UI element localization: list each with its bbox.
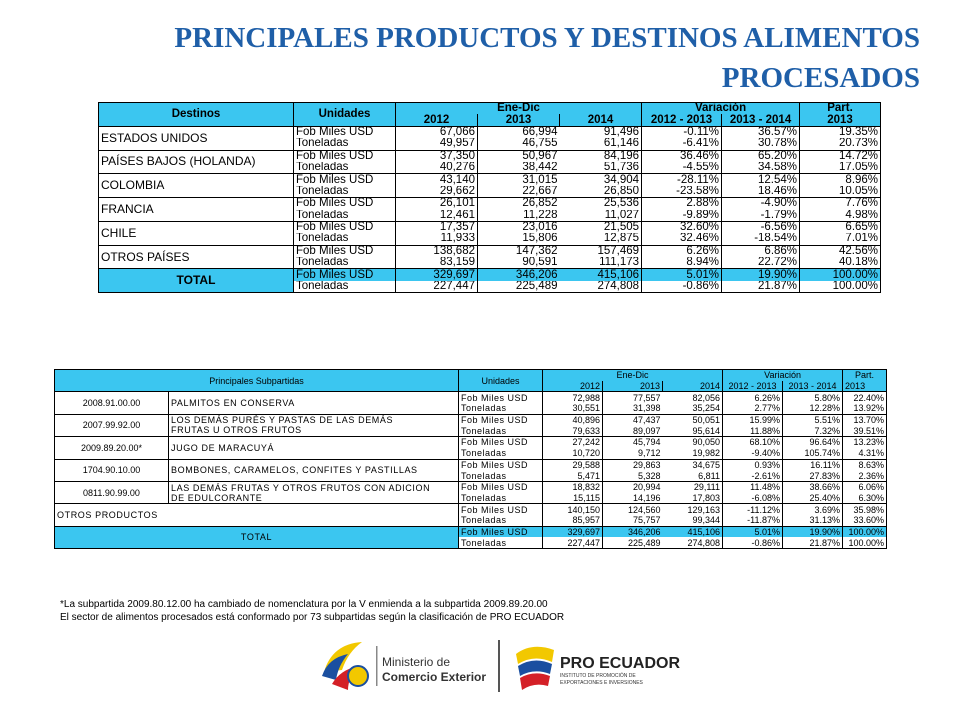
- value-2014: 35,254: [663, 403, 723, 414]
- unit-label: Fob Miles USD: [294, 126, 396, 138]
- var-2013-2014: 65.20%: [722, 150, 800, 162]
- value-2014: 19,982: [663, 448, 723, 459]
- var-2013-2014: 12.28%: [783, 403, 843, 414]
- var-2012-2013: -0.11%: [642, 126, 722, 138]
- var-2012-2013: 32.46%: [642, 233, 722, 245]
- part-2013: 17.05%: [839, 161, 879, 174]
- destinations-table: [98, 102, 881, 293]
- unit-label: Fob Miles USD: [459, 526, 543, 537]
- table-row: [55, 504, 887, 515]
- part-2013: 6.65%: [800, 221, 881, 233]
- unit-label: Fob Miles USD: [459, 437, 543, 448]
- unit-label: Toneladas: [459, 470, 543, 481]
- value-2013: 77,557: [603, 392, 663, 403]
- value-2014: 91,496: [560, 126, 642, 138]
- value-2012: 43,140: [396, 174, 478, 186]
- var-2012-2013: -9.89%: [642, 210, 722, 222]
- header-subpartidas: Principales Subpartidas: [55, 370, 459, 392]
- value-2013: 26,852: [478, 198, 560, 210]
- unit-label: Fob Miles USD: [294, 150, 396, 162]
- value-2014: 51,736: [560, 162, 642, 174]
- value-2012: 329,697: [396, 269, 478, 281]
- description-line-1: JUGO DE MARACUYÁ: [171, 442, 275, 453]
- table-row: [55, 459, 887, 470]
- var-2012-2013: 0.93%: [723, 459, 783, 470]
- unit-label: Toneladas: [294, 257, 396, 269]
- svg-text:INSTITUTO DE PROMOCIÓN DE: INSTITUTO DE PROMOCIÓN DE: [560, 673, 636, 679]
- page-title: [120, 18, 920, 98]
- destination-name: ESTADOS UNIDOS: [99, 126, 294, 150]
- value-2012: 29,588: [543, 459, 603, 470]
- header-variacion: Variación: [723, 370, 843, 381]
- value-2012: 5,471: [543, 470, 603, 481]
- unit-label: Toneladas: [459, 515, 543, 526]
- value-2012: 11,933: [396, 233, 478, 245]
- var-2012-2013: 11.88%: [723, 425, 783, 436]
- proecuador-logo: [512, 640, 692, 696]
- value-2014: 111,173: [560, 257, 642, 269]
- value-2012: 140,150: [543, 504, 603, 515]
- value-2013: 9,712: [637, 448, 661, 459]
- var-2012-2013: 15.99%: [723, 414, 783, 425]
- description-line-2: DE EDULCORANTE: [171, 492, 263, 503]
- value-2012: 329,697: [543, 526, 603, 537]
- part-2013: 100.00%: [800, 269, 881, 281]
- header-enedic: Ene-Dic: [396, 103, 642, 115]
- header-enedic: Ene-Dic: [543, 370, 723, 381]
- subpartida-code: 1704.90.10.00: [55, 459, 169, 481]
- var-2013-2014: 3.69%: [783, 504, 843, 515]
- value-2014: 34,904: [560, 174, 642, 186]
- svg-text:PRO ECUADOR: PRO ECUADOR: [560, 655, 681, 672]
- var-2013-2014: 27.83%: [783, 470, 843, 481]
- var-2012-2013: 36.46%: [642, 150, 722, 162]
- value-2014: 12,875: [560, 233, 642, 245]
- value-2012: 37,350: [396, 150, 478, 162]
- otros-label: OTROS PRODUCTOS: [55, 504, 459, 526]
- value-2012: 10,720: [543, 448, 603, 459]
- ministerio-logo: [318, 636, 498, 696]
- value-2013: 23,016: [478, 221, 560, 233]
- value-2014: 50,051: [663, 414, 723, 425]
- value-2014: 26,850: [560, 186, 642, 198]
- header-part: Part.: [843, 370, 887, 381]
- table-row: [55, 414, 887, 425]
- subpartida-description: [169, 437, 459, 459]
- part-2013: 6.30%: [858, 492, 885, 503]
- value-2012: 85,957: [543, 515, 603, 526]
- value-2013: 5,328: [637, 470, 661, 481]
- footnote-2: El sector de alimentos procesados está conformado por 73 subpartidas según la clasificación de PRO ECUADOR: [60, 612, 565, 623]
- value-2012: 67,066: [396, 126, 478, 138]
- value-2013: 20,994: [603, 481, 663, 492]
- header-destinos: Destinos: [99, 103, 294, 127]
- table-row: [99, 174, 881, 186]
- header-part-year: 2013: [843, 381, 887, 392]
- value-2014: 11,027: [560, 210, 642, 222]
- var-2013-2014: 5.80%: [783, 392, 843, 403]
- var-2012-2013: 6.26%: [723, 392, 783, 403]
- table-row: [99, 245, 881, 257]
- var-2012-2013: 68.10%: [723, 437, 783, 448]
- value-2012: 29,662: [396, 186, 478, 198]
- value-2012: 15,115: [543, 493, 603, 504]
- table-row: [99, 198, 881, 210]
- proecuador-flag-icon: [516, 647, 554, 690]
- var-2012-2013: -0.86%: [723, 537, 783, 548]
- table-row: [99, 150, 881, 162]
- svg-text:Comercio Exterior: Comercio Exterior: [382, 670, 487, 684]
- var-2012-2013: -23.58%: [642, 186, 722, 198]
- subpartida-description: [169, 414, 459, 436]
- value-2012: 79,633: [543, 425, 603, 436]
- header-var-2: 2013 - 2014: [783, 381, 843, 392]
- var-2012-2013: 2.88%: [642, 198, 722, 210]
- var-2012-2013: 11.48%: [723, 481, 783, 492]
- subpartida-code: 2007.99.92.00: [55, 414, 169, 436]
- unit-label: Toneladas: [459, 448, 543, 459]
- part-2013: 10.05%: [839, 185, 879, 197]
- subpartida-code: 2009.89.20.00*: [55, 437, 169, 459]
- part-2013: 19.35%: [800, 126, 881, 138]
- part-2013: 7.01%: [845, 233, 879, 245]
- var-2012-2013: 6.26%: [642, 245, 722, 257]
- destination-name: OTROS PAÍSES: [99, 245, 294, 269]
- value-2013: 225,489: [627, 537, 661, 548]
- destination-name: FRANCIA: [99, 198, 294, 222]
- part-2013: 39.51%: [853, 425, 885, 436]
- var-2013-2014: -18.54%: [722, 233, 800, 245]
- var-2012-2013: -0.86%: [642, 281, 722, 293]
- var-2013-2014: -6.56%: [722, 221, 800, 233]
- value-2013: 66,994: [478, 126, 560, 138]
- value-2014: 6,811: [663, 470, 723, 481]
- var-2013-2014: 21.87%: [783, 537, 843, 548]
- unit-label: Fob Miles USD: [459, 504, 543, 515]
- part-2013: 13.70%: [843, 414, 887, 425]
- unit-label: Fob Miles USD: [294, 245, 396, 257]
- var-2012-2013: -9.40%: [723, 448, 783, 459]
- var-2013-2014: 31.13%: [783, 515, 843, 526]
- var-2013-2014: 30.78%: [722, 138, 800, 150]
- value-2013: 14,196: [632, 492, 661, 503]
- value-2014: 82,056: [663, 392, 723, 403]
- subpartida-code: 2008.91.00.00: [55, 392, 169, 414]
- value-2013: 225,489: [515, 280, 558, 293]
- var-2013-2014: 96.64%: [783, 437, 843, 448]
- header-2012: 2012: [543, 381, 603, 392]
- var-2013-2014: -1.79%: [722, 210, 800, 222]
- value-2014: 274,808: [560, 281, 642, 293]
- part-2013: 100.00%: [832, 280, 879, 293]
- var-2012-2013: -11.12%: [723, 504, 783, 515]
- part-2013: 100.00%: [843, 526, 887, 537]
- var-2013-2014: 18.46%: [722, 186, 800, 198]
- title-line-2: PROCESADOS: [721, 62, 920, 94]
- var-2012-2013: -11.87%: [723, 515, 783, 526]
- value-2014: 274,808: [663, 537, 723, 548]
- value-2013: 47,437: [603, 414, 663, 425]
- var-2013-2014: 19.90%: [722, 269, 800, 281]
- part-2013: 4.98%: [845, 209, 879, 221]
- svg-text:Ministerio de: Ministerio de: [382, 655, 451, 669]
- var-2013-2014: 6.86%: [722, 245, 800, 257]
- header-2013: 2013: [478, 114, 560, 126]
- part-2013: 4.31%: [858, 448, 885, 459]
- value-2014: 84,196: [560, 150, 642, 162]
- unit-label: Toneladas: [294, 186, 396, 198]
- value-2014: 29,111: [663, 481, 723, 492]
- header-unidades: Unidades: [459, 370, 543, 392]
- var-2012-2013: -2.61%: [723, 470, 783, 481]
- header-2014: 2014: [663, 381, 723, 392]
- unit-label: Toneladas: [459, 537, 543, 548]
- value-2013: 346,206: [603, 526, 663, 537]
- var-2013-2014: 12.54%: [722, 174, 800, 186]
- description-line-1: LAS DEMÁS FRUTAS Y OTROS FRUTOS CON ADICION: [171, 482, 431, 493]
- unit-label: Fob Miles USD: [294, 174, 396, 186]
- value-2013: 22,667: [522, 185, 558, 197]
- value-2013: 89,097: [632, 425, 661, 436]
- var-2012-2013: -6.41%: [642, 138, 722, 150]
- description-line-2: FRUTAS U OTROS FRUTOS: [171, 425, 302, 436]
- description-line-1: BOMBONES, CARAMELOS, CONFITES Y PASTILLAS: [171, 465, 418, 476]
- header-part: Part.: [800, 103, 881, 115]
- unit-label: Fob Miles USD: [459, 392, 543, 403]
- value-2014: 17,803: [663, 493, 723, 504]
- destination-name: COLOMBIA: [99, 174, 294, 198]
- part-2013: 14.72%: [800, 150, 881, 162]
- part-2013: 7.76%: [800, 198, 881, 210]
- table-row: [55, 392, 887, 403]
- value-2012: 27,242: [543, 437, 603, 448]
- subpartida-code: 0811.90.99.00: [55, 481, 169, 503]
- var-2013-2014: 19.90%: [783, 526, 843, 537]
- value-2013: 124,560: [603, 504, 663, 515]
- value-2014: 95,614: [663, 425, 723, 436]
- value-2013: 50,967: [478, 150, 560, 162]
- value-2012: 18,832: [543, 481, 603, 492]
- part-2013: 8.63%: [843, 459, 887, 470]
- var-2013-2014: 22.72%: [722, 257, 800, 269]
- var-2012-2013: -4.55%: [642, 162, 722, 174]
- header-2013: 2013: [603, 381, 663, 392]
- unit-label: Fob Miles USD: [459, 481, 543, 492]
- part-2013: 13.23%: [843, 437, 887, 448]
- var-2013-2014: -4.90%: [722, 198, 800, 210]
- unit-label: Fob Miles USD: [459, 414, 543, 425]
- part-2013: 2.36%: [858, 470, 885, 481]
- table-row: [55, 526, 887, 537]
- footnotes: [60, 598, 564, 624]
- subpartida-description: [169, 392, 459, 414]
- svg-text:EXPORTACIONES E INVERSIONES: EXPORTACIONES E INVERSIONES: [560, 680, 643, 686]
- value-2012: 138,682: [396, 245, 478, 257]
- table-row: [55, 481, 887, 492]
- header-2012: 2012: [396, 114, 478, 126]
- part-2013: 22.40%: [843, 392, 887, 403]
- value-2012: 49,957: [396, 138, 478, 150]
- var-2012-2013: 5.01%: [642, 269, 722, 281]
- header-unidades: Unidades: [294, 103, 396, 127]
- var-2012-2013: 32.60%: [642, 221, 722, 233]
- value-2013: 11,228: [523, 209, 558, 221]
- var-2013-2014: 7.32%: [783, 425, 843, 436]
- value-2013: 147,362: [478, 245, 560, 257]
- unit-label: Toneladas: [459, 425, 543, 436]
- var-2013-2014: 34.58%: [722, 162, 800, 174]
- unit-label: Toneladas: [294, 138, 396, 150]
- value-2012: 17,357: [396, 221, 478, 233]
- value-2014: 34,675: [663, 459, 723, 470]
- unit-label: Fob Miles USD: [294, 221, 396, 233]
- total-label: TOTAL: [55, 526, 459, 548]
- var-2012-2013: 2.77%: [723, 403, 783, 414]
- description-line-1: PALMITOS EN CONSERVA: [171, 398, 295, 409]
- value-2014: 61,146: [560, 138, 642, 150]
- value-2014: 99,344: [663, 515, 723, 526]
- var-2012-2013: -28.11%: [642, 174, 722, 186]
- part-2013: 13.92%: [853, 403, 885, 414]
- value-2013: 45,794: [603, 437, 663, 448]
- part-2013: 6.06%: [843, 481, 887, 492]
- destination-name: CHILE: [99, 221, 294, 245]
- value-2012: 40,896: [543, 414, 603, 425]
- footnote-1: *La subpartida 2009.80.12.00 ha cambiado de nomenclatura por la V enmienda a la subpartida 2009.89.20.00: [60, 599, 548, 610]
- var-2013-2014: 105.74%: [783, 448, 843, 459]
- part-2013: 33.60%: [853, 515, 885, 526]
- part-2013: 20.73%: [839, 138, 879, 150]
- unit-label: Fob Miles USD: [294, 198, 396, 210]
- subpartida-description: [169, 481, 459, 503]
- var-2013-2014: 38.66%: [783, 481, 843, 492]
- value-2012: 83,159: [396, 257, 478, 269]
- value-2013: 31,398: [632, 403, 661, 414]
- value-2013: 75,757: [632, 515, 661, 526]
- part-2013: 8.96%: [800, 174, 881, 186]
- unit-label: Fob Miles USD: [294, 269, 396, 281]
- subpartidas-table: [54, 369, 887, 549]
- part-2013: 35.98%: [843, 504, 887, 515]
- unit-label: Toneladas: [294, 162, 396, 174]
- var-2012-2013: 5.01%: [723, 526, 783, 537]
- subpartida-description: [169, 459, 459, 481]
- value-2014: 415,106: [560, 269, 642, 281]
- value-2014: 157,469: [560, 245, 642, 257]
- part-2013: 42.56%: [800, 245, 881, 257]
- unit-label: Toneladas: [459, 403, 543, 414]
- ecuador-crest-icon: [322, 642, 368, 690]
- value-2014: 90,050: [663, 437, 723, 448]
- value-2014: 25,536: [560, 198, 642, 210]
- header-var-2: 2013 - 2014: [722, 114, 800, 126]
- value-2012: 30,551: [543, 403, 603, 414]
- value-2013: 38,442: [522, 161, 558, 174]
- header-2014: 2014: [560, 114, 642, 126]
- destination-name: TOTAL: [99, 269, 294, 293]
- unit-label: Toneladas: [294, 281, 396, 293]
- table-row: [99, 126, 881, 138]
- value-2014: 21,505: [560, 221, 642, 233]
- table-row: [99, 221, 881, 233]
- part-2013: 100.00%: [848, 537, 885, 548]
- var-2013-2014: 25.40%: [783, 493, 843, 504]
- value-2012: 12,461: [396, 210, 478, 222]
- unit-label: Toneladas: [294, 233, 396, 245]
- var-2013-2014: 5.51%: [783, 414, 843, 425]
- header-variacion: Variación: [642, 103, 800, 115]
- var-2013-2014: 36.57%: [722, 126, 800, 138]
- var-2012-2013: 8.94%: [642, 257, 722, 269]
- value-2012: 227,447: [543, 537, 603, 548]
- table-row: [55, 437, 887, 448]
- description-line-1: LOS DEMÁS PURÉS Y PASTAS DE LAS DEMÁS: [171, 415, 394, 426]
- header-var-1: 2012 - 2013: [642, 114, 722, 126]
- unit-label: Fob Miles USD: [459, 459, 543, 470]
- value-2012: 26,101: [396, 198, 478, 210]
- value-2012: 40,276: [396, 162, 478, 174]
- value-2013: 90,591: [522, 257, 558, 269]
- var-2012-2013: -6.08%: [723, 493, 783, 504]
- value-2014: 415,106: [663, 526, 723, 537]
- var-2013-2014: 16.11%: [783, 459, 843, 470]
- var-2013-2014: 21.87%: [722, 281, 800, 293]
- value-2012: 227,447: [396, 281, 478, 293]
- value-2012: 72,988: [543, 392, 603, 403]
- value-2013: 46,755: [522, 138, 558, 150]
- destination-name: PAÍSES BAJOS (HOLANDA): [99, 150, 294, 174]
- logo-divider: [498, 640, 500, 692]
- header-var-1: 2012 - 2013: [723, 381, 783, 392]
- unit-label: Toneladas: [459, 493, 543, 504]
- value-2013: 29,863: [603, 459, 663, 470]
- title-line-1: PRINCIPALES PRODUCTOS Y DESTINOS ALIMENTOS: [174, 22, 920, 54]
- value-2014: 129,163: [663, 504, 723, 515]
- value-2013: 31,015: [478, 174, 560, 186]
- part-2013: 40.18%: [839, 257, 879, 269]
- unit-label: Toneladas: [294, 210, 396, 222]
- header-part-year: 2013: [800, 114, 881, 126]
- value-2013: 346,206: [478, 269, 560, 281]
- value-2013: 15,806: [522, 233, 558, 245]
- table-row: [99, 269, 881, 281]
